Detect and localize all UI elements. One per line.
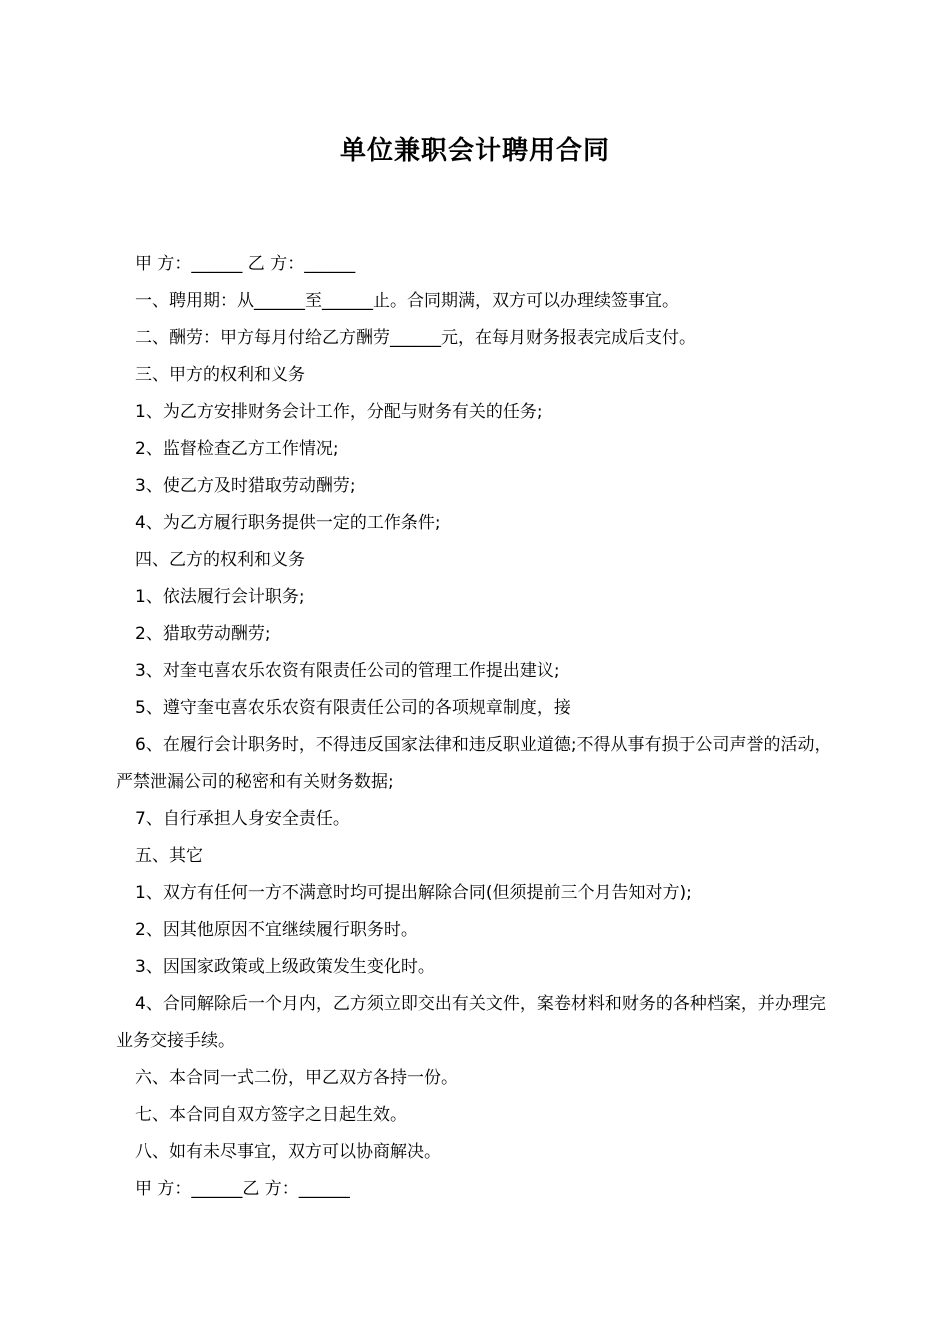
clause-item: 7、自行承担人身安全责任。 <box>135 809 350 829</box>
clause-item: 2、因其他原因不宜继续履行职务时。 <box>135 920 418 940</box>
clause-item: 5、遵守奎屯喜农乐农资有限责任公司的各项规章制度，接 <box>135 698 571 718</box>
clause-copies: 六、本合同一式二份，甲乙双方各持一份。 <box>135 1068 458 1088</box>
clause-item: 3、使乙方及时猎取劳动酬劳; <box>135 476 356 496</box>
clause-term: 一、聘用期：从______至______止。合同期满，双方可以办理续签事宜。 <box>135 291 679 311</box>
clause-item: 4、合同解除后一个月内，乙方须立即交出有关文件，案卷材料和财务的各种档案，并办理完业务交接手续。 <box>116 994 826 1051</box>
clause-item: 1、依法履行会计职务; <box>135 587 305 607</box>
clause-item: 3、因国家政策或上级政策发生变化时。 <box>135 957 435 977</box>
party-line: 甲 方：______ 乙 方：______ <box>135 254 356 274</box>
clause-item: 3、对奎屯喜农乐农资有限责任公司的管理工作提出建议; <box>135 661 560 681</box>
clause-pay: 二、酬劳：甲方每月付给乙方酬劳______元，在每月财务报表完成后支付。 <box>135 328 696 348</box>
clause-other: 八、如有未尽事宜，双方可以协商解决。 <box>135 1142 441 1162</box>
clause-item: 1、双方有任何一方不满意时均可提出解除合同(但须提前三个月告知对方); <box>135 883 692 903</box>
section-heading: 四、乙方的权利和义务 <box>135 550 305 570</box>
clause-item: 4、为乙方履行职务提供一定的工作条件; <box>135 513 441 533</box>
clause-item: 1、为乙方安排财务会计工作，分配与财务有关的任务; <box>135 402 543 422</box>
clause-item: 2、监督检查乙方工作情况; <box>135 439 339 459</box>
clause-item: 2、猎取劳动酬劳; <box>135 624 271 644</box>
section-heading: 五、其它 <box>135 846 203 866</box>
document-body <box>116 246 840 1208</box>
clause-item: 6、在履行会计职务时，不得违反国家法律和违反职业道德;不得从事有损于公司声誉的活动，严禁泄漏公司的秘密和有关财务数据; <box>116 735 832 792</box>
document-title: 单位兼职会计聘用合同 <box>339 136 610 166</box>
clause-effective: 七、本合同自双方签字之日起生效。 <box>135 1105 407 1125</box>
section-heading: 三、甲方的权利和义务 <box>135 365 305 385</box>
signature-line: 甲 方：______乙 方：______ <box>135 1179 350 1199</box>
